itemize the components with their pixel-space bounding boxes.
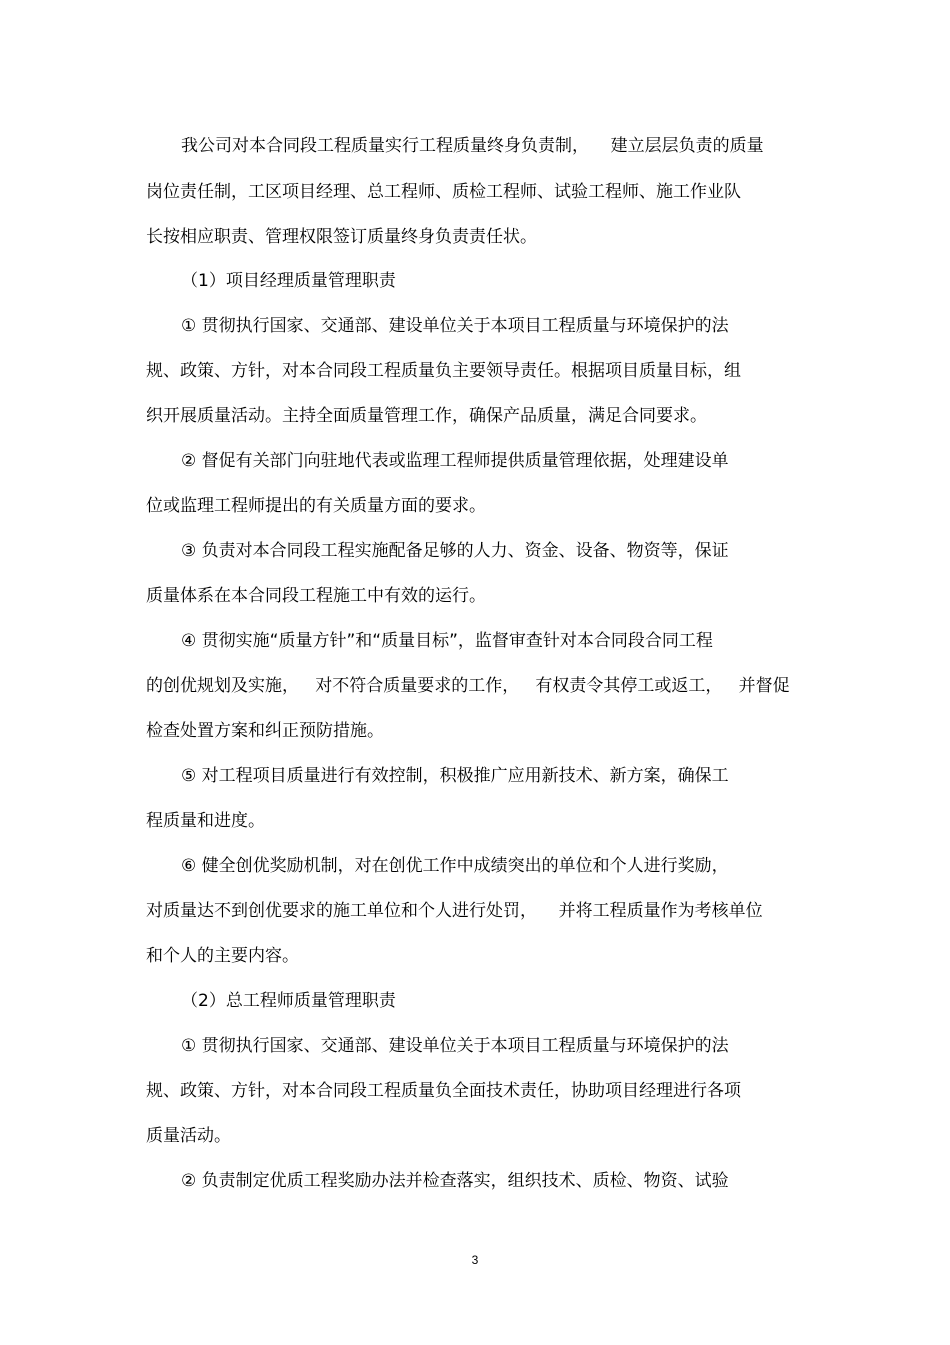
text-line: ③ 负责对本合同段工程实施配备足够的人力、资金、设备、物资等，保证 [181,541,729,561]
text-line: 岗位责任制，工区项目经理、总工程师、质检工程师、试验工程师、施工作业队 [146,182,741,202]
text-line: 规、政策、方针，对本合同段工程质量负主要领导责任。根据项目质量目标，组 [146,361,741,381]
text-line: 的创优规划及实施， 对不符合质量要求的工作， 有权责令其停工或返工， 并督促 [146,676,790,696]
text-line: ① 贯彻执行国家、交通部、建设单位关于本项目工程质量与环境保护的法 [181,316,729,336]
page-number: 3 [471,1253,479,1267]
text-line: 检查处置方案和纠正预防措施。 [146,721,384,741]
text-line: ④ 贯彻实施“质量方针”和“质量目标”，监督审查针对本合同段合同工程 [181,631,713,651]
text-line: ① 贯彻执行国家、交通部、建设单位关于本项目工程质量与环境保护的法 [181,1036,729,1056]
text-line: 织开展质量活动。主持全面质量管理工作，确保产品质量，满足合同要求。 [146,406,707,426]
text-line: 质量活动。 [146,1126,231,1146]
text-line: 位或监理工程师提出的有关质量方面的要求。 [146,496,486,516]
text-line: ⑤ 对工程项目质量进行有效控制，积极推广应用新技术、新方案，确保工 [181,766,729,786]
section-heading: （2）总工程师质量管理职责 [181,991,396,1011]
text-line: 规、政策、方针，对本合同段工程质量负全面技术责任，协助项目经理进行各项 [146,1081,741,1101]
text-line: ② 督促有关部门向驻地代表或监理工程师提供质量管理依据，处理建设单 [181,451,729,471]
text-line: ② 负责制定优质工程奖励办法并检查落实，组织技术、质检、物资、试验 [181,1171,729,1191]
text-line: 和个人的主要内容。 [146,946,299,966]
text-line: 质量体系在本合同段工程施工中有效的运行。 [146,586,486,606]
section-heading: （1）项目经理质量管理职责 [181,271,396,291]
text-line: 我公司对本合同段工程质量实行工程质量终身负责制， 建立层层负责的质量 [181,136,764,156]
text-line: 程质量和进度。 [146,811,265,831]
text-line: 长按相应职责、管理权限签订质量终身负责责任状。 [146,227,537,247]
text-line: ⑥ 健全创优奖励机制，对在创优工作中成绩突出的单位和个人进行奖励， [181,856,729,876]
text-line: 对质量达不到创优要求的施工单位和个人进行处罚， 并将工程质量作为考核单位 [146,901,763,921]
